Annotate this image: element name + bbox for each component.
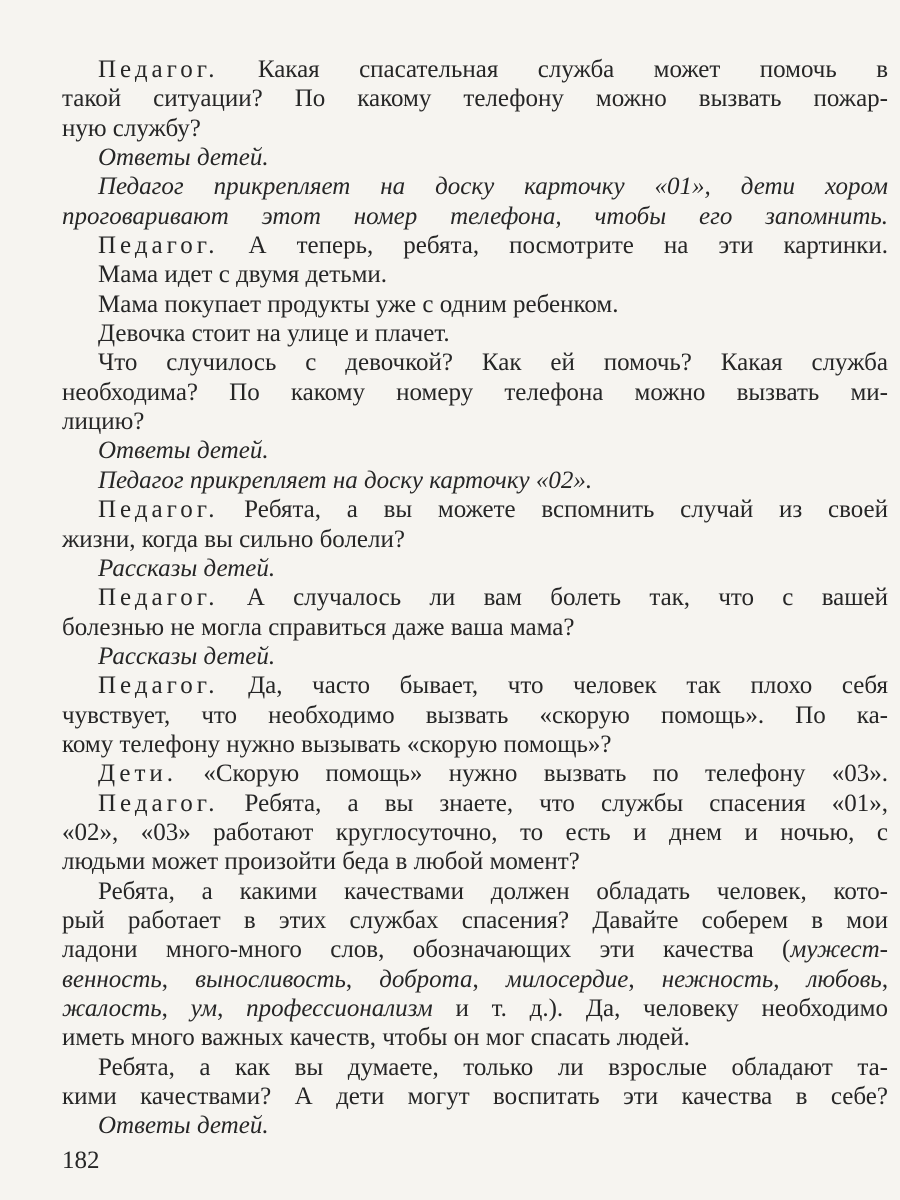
text-line xyxy=(62,759,888,788)
text-line xyxy=(62,290,888,319)
text-line xyxy=(62,319,888,348)
text-line xyxy=(62,994,888,1023)
text-line xyxy=(62,1053,888,1082)
text-segment: А теперь, ребята, посмотрите на эти картинки. xyxy=(218,232,888,260)
text-segment: «Скорую помощь» нужно вызвать по телефону «03». xyxy=(177,760,888,788)
italic-text: мужест- xyxy=(790,936,888,964)
italic-text: Рассказы детей. xyxy=(98,642,276,670)
italic-text: доброта xyxy=(379,965,473,993)
text-segment: , xyxy=(881,965,888,993)
italic-text: любовь xyxy=(806,965,882,993)
text-line xyxy=(62,935,888,964)
italic-text: ум xyxy=(190,995,218,1022)
text-line xyxy=(62,466,888,495)
text-segment: , xyxy=(161,995,191,1022)
text-line xyxy=(62,613,888,642)
text-segment: Какая спасательная служба может помочь в xyxy=(218,56,888,83)
speaker-label: Дети. xyxy=(98,760,178,788)
text-line xyxy=(62,114,888,143)
text-segment: ладони много-много слов, обозначающих эти качества ( xyxy=(62,936,791,964)
text-line xyxy=(62,407,888,436)
text-line xyxy=(62,378,888,407)
text-segment: кими качествами? А дети могут воспитать эти качества в себе? xyxy=(62,1083,888,1111)
speaker-label: Педагог. xyxy=(98,232,219,260)
speaker-label: Педагог. xyxy=(98,789,219,817)
page-text xyxy=(62,55,888,1141)
speaker-label: Педагог. xyxy=(98,496,219,524)
text-segment: лицию? xyxy=(62,408,145,436)
text-segment: , xyxy=(161,965,196,993)
text-segment: , xyxy=(628,965,662,993)
page-number: 182 xyxy=(62,1147,100,1174)
text-line xyxy=(62,583,888,612)
italic-text: нежность xyxy=(661,965,774,993)
text-line xyxy=(62,55,888,84)
text-line xyxy=(62,818,888,847)
text-segment: , xyxy=(472,965,506,993)
text-segment: и т. д.). Да, человеку необходимо xyxy=(432,995,888,1022)
italic-text: милосердие xyxy=(505,965,629,993)
italic-text: Педагог прикрепляет на доску карточку «01», дети хором xyxy=(98,173,888,201)
text-segment: Мама покупает продукты уже с одним ребенком. xyxy=(98,290,619,318)
text-segment: , xyxy=(217,995,247,1022)
text-segment: чувствует, что необходимо вызвать «скорую помощь». По ка- xyxy=(62,701,888,729)
text-segment: иметь много важных качеств, чтобы он мог спасать людей. xyxy=(62,1024,690,1052)
text-line xyxy=(62,1082,888,1111)
text-line xyxy=(62,1023,888,1052)
text-line xyxy=(62,172,888,201)
text-segment: необходима? По какому номеру телефона можно вызвать ми- xyxy=(62,378,888,406)
text-line xyxy=(62,143,888,172)
text-segment: , xyxy=(773,965,807,993)
text-line xyxy=(62,671,888,700)
text-line xyxy=(62,847,888,876)
italic-text: Ответы детей. xyxy=(98,437,269,465)
italic-text: Педагог прикрепляет на доску карточку «02». xyxy=(98,466,593,494)
text-line xyxy=(62,1111,888,1140)
italic-text: Ответы детей. xyxy=(98,144,269,172)
text-line xyxy=(62,730,888,759)
text-line xyxy=(62,231,888,260)
text-line xyxy=(62,701,888,730)
text-line xyxy=(62,436,888,465)
text-segment: болезнью не могла справиться даже ваша мама? xyxy=(62,613,575,641)
text-line xyxy=(62,554,888,583)
text-segment: Ребята, а вы можете вспомнить случай из своей xyxy=(218,496,888,524)
text-segment: Ребята, а как вы думаете, только ли взрослые обладают та- xyxy=(98,1053,888,1081)
text-segment: Да, часто бывает, что человек так плохо себя xyxy=(218,672,888,700)
text-segment: кому телефону нужно вызывать «скорую помощь»? xyxy=(62,730,612,758)
text-line xyxy=(62,260,888,289)
text-segment: Что случилось с девочкой? Как ей помочь? Какая служба xyxy=(98,349,888,377)
text-line xyxy=(62,525,888,554)
text-segment: Ребята, а какими качествами должен обладать человек, кото- xyxy=(98,877,888,905)
italic-text: венность xyxy=(62,965,162,993)
text-segment: , xyxy=(345,965,380,993)
italic-text: Рассказы детей. xyxy=(98,554,276,582)
text-line xyxy=(62,965,888,994)
text-line xyxy=(62,906,888,935)
text-line xyxy=(62,348,888,377)
text-segment: «02», «03» работают круглосуточно, то есть и днем и ночью, с xyxy=(62,818,888,846)
speaker-label: Педагог. xyxy=(98,672,219,700)
text-segment: Ребята, а вы знаете, что службы спасения «01», xyxy=(218,789,888,817)
text-segment: А случалось ли вам болеть так, что с вашей xyxy=(218,584,888,612)
text-line xyxy=(62,642,888,671)
text-line xyxy=(62,495,888,524)
text-segment: Девочка стоит на улице и плачет. xyxy=(98,320,450,348)
text-segment: такой ситуации? По какому телефону можно вызвать пожар- xyxy=(62,85,888,113)
text-line xyxy=(62,84,888,113)
italic-text: профессионализм xyxy=(246,995,433,1022)
italic-text: жалость xyxy=(62,995,162,1022)
speaker-label: Педагог. xyxy=(98,584,219,612)
text-line xyxy=(62,877,888,906)
italic-text: проговаривают этот номер телефона, чтобы его запомнить. xyxy=(62,202,888,230)
speaker-label: Педагог. xyxy=(98,56,219,83)
text-segment: ную службу? xyxy=(62,114,201,142)
text-segment: Мама идет с двумя детьми. xyxy=(98,261,388,289)
text-line xyxy=(62,789,888,818)
italic-text: Ответы детей. xyxy=(98,1112,269,1140)
text-segment: жизни, когда вы сильно болели? xyxy=(62,525,405,553)
text-segment: рый работает в этих службах спасения? Давайте соберем в мои xyxy=(62,906,888,934)
italic-text: выносливость xyxy=(195,965,346,993)
text-segment: людьми может произойти беда в любой момент? xyxy=(62,848,580,876)
text-line xyxy=(62,202,888,231)
